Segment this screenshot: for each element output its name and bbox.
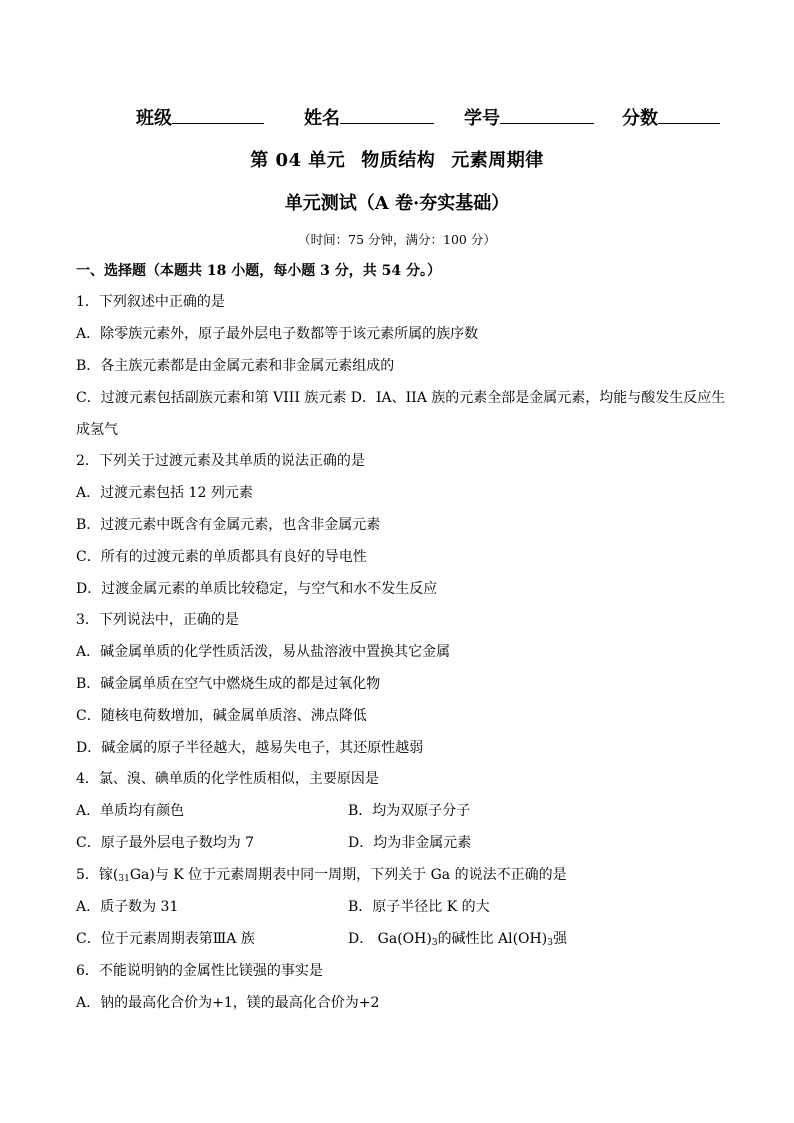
- q5-option-d: [348, 930, 567, 952]
- q1-option-a: A．除零族元素外，原子最外层电子数都等于该元素所属的族序数: [76, 326, 479, 342]
- section-heading: 一、选择题（本题共 18 小题，每小题 3 分，共 54 分。）: [76, 263, 441, 279]
- id-field: [464, 104, 594, 130]
- score-label: 分数: [622, 108, 658, 129]
- class-blank[interactable]: [172, 105, 264, 124]
- unit-number: 第 04 单元: [250, 150, 346, 171]
- name-blank[interactable]: [340, 105, 434, 124]
- class-label: 班级: [136, 108, 172, 129]
- q4-option-b: B．均为双原子分子: [348, 803, 471, 819]
- q2-option-b: B．过渡元素中既含有金属元素，也含非金属元素: [76, 517, 381, 533]
- q5-d-sub-2: 3: [547, 938, 553, 948]
- q1-option-c: C．过渡元素包括副族元素和第 VIII 族元素 D．ⅠA、IIA 族的元素全部是金属元素，均能与酸发生反应生: [76, 390, 726, 406]
- q1-stem: 1．下列叙述中正确的是: [76, 294, 225, 310]
- id-label: 学号: [464, 108, 500, 129]
- q5-atomic-number: 31: [118, 874, 130, 884]
- q4-option-a: A．单质均有颜色: [76, 803, 185, 819]
- unit-topic-2: 元素周期律: [451, 150, 544, 171]
- q5-option-b: B．原子半径比 K 的大: [348, 899, 490, 915]
- q6-option-a: A．钠的最高化合价为+1，镁的最高化合价为+2: [76, 995, 380, 1011]
- unit-title: [0, 146, 794, 172]
- q5-d-sub-1: 3: [431, 938, 438, 948]
- q1-option-d-continued: 成氢气: [76, 422, 118, 438]
- q5-stem-pre: 5．镓(: [76, 867, 119, 883]
- q5-option-a: A．质子数为 31: [76, 899, 179, 915]
- name-field: [304, 104, 434, 130]
- q5-d-post: 强: [552, 931, 567, 947]
- score-blank[interactable]: [658, 105, 720, 124]
- time-info: （时间：75 分钟，满分：100 分）: [298, 232, 496, 247]
- score-field: [622, 104, 720, 130]
- q4-stem: 4．氯、溴、碘单质的化学性质相似，主要原因是: [76, 771, 379, 787]
- q5-d-pre: D． Ga(OH): [348, 931, 432, 947]
- q2-option-c: C．所有的过渡元素的单质都具有良好的导电性: [76, 549, 367, 565]
- q2-stem: 2．下列关于过渡元素及其单质的说法正确的是: [76, 453, 365, 469]
- q1-option-b: B．各主族元素都是由金属元素和非金属元素组成的: [76, 358, 395, 374]
- q4-option-d: D．均为非金属元素: [348, 835, 472, 851]
- q2-option-a: A．过渡元素包括 12 列元素: [76, 485, 253, 501]
- test-subtitle: 单元测试（A 卷·夯实基础）: [284, 193, 510, 214]
- q5-stem-post: Ga)与 K 位于元素周期表中同一周期，下列关于 Ga 的说法不正确的是: [129, 867, 567, 883]
- q3-option-d: D．碱金属的原子半径越大，越易失电子，其还原性越弱: [76, 740, 424, 756]
- id-blank[interactable]: [500, 105, 594, 124]
- q3-option-c: C．随核电荷数增加，碱金属单质溶、沸点降低: [76, 708, 367, 724]
- q5-option-c: C．位于元素周期表第ⅢA 族: [76, 931, 255, 947]
- q4-option-c: C．原子最外层电子数均为 7: [76, 835, 255, 851]
- name-label: 姓名: [304, 108, 340, 129]
- q3-option-b: B．碱金属单质在空气中燃烧生成的都是过氧化物: [76, 676, 381, 692]
- q6-stem: 6．不能说明钠的金属性比镁强的事实是: [76, 963, 323, 979]
- class-field: [136, 104, 264, 130]
- q3-option-a: A．碱金属单质的化学性质活泼，易从盐溶液中置换其它金属: [76, 644, 451, 660]
- q2-option-d: D．过渡金属元素的单质比较稳定，与空气和水不发生反应: [76, 581, 438, 597]
- q5-d-mid: 的碱性比 Al(OH): [437, 931, 548, 947]
- unit-topic-1: 物质结构: [361, 150, 436, 171]
- q3-stem: 3．下列说法中，正确的是: [76, 612, 239, 628]
- q5-stem: [76, 866, 567, 888]
